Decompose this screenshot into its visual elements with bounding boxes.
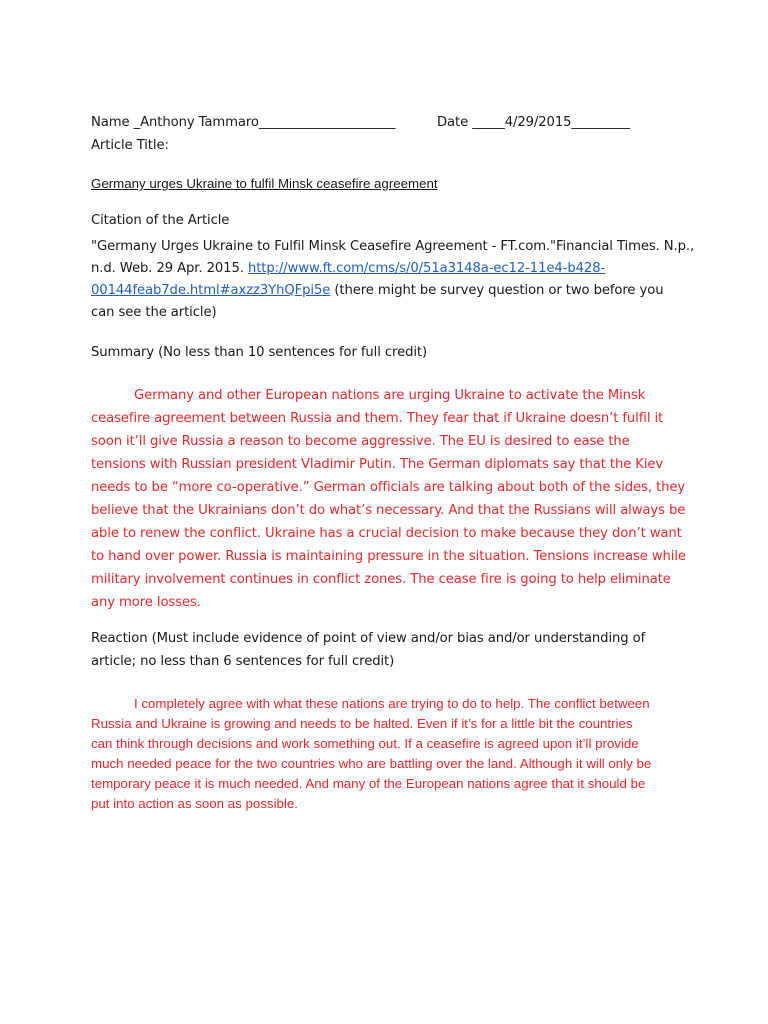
reaction-line: I completely agree with what these nations are trying to do to help. The conflict between bbox=[134, 696, 650, 711]
reaction-label: Reaction (Must include evidence of point of view and/or bias and/or understanding of bbox=[91, 631, 646, 646]
date-label: Date bbox=[437, 115, 469, 130]
reaction-line: can think through decisions and work something out. If a ceasefire is agreed upon it’ll provide bbox=[91, 736, 639, 751]
citation-text: n.d. Web. 29 Apr. 2015. bbox=[91, 261, 248, 276]
summary-line: any more losses. bbox=[91, 595, 201, 610]
citation-line bbox=[91, 280, 663, 303]
summary-line: military involvement continues in conflict zones. The cease fire is going to help eliminate bbox=[91, 572, 671, 587]
summary-line: Germany and other European nations are urging Ukraine to activate the Minsk bbox=[134, 388, 646, 403]
citation-line: can see the article) bbox=[91, 305, 217, 320]
date-value: _____4/29/2015_________ bbox=[472, 115, 630, 130]
reaction-label: article; no less than 6 sentences for full credit) bbox=[91, 654, 395, 669]
summary-line: needs to be “more co-operative.” German officials are talking about both of the sides, they bbox=[91, 480, 686, 495]
citation-line bbox=[91, 258, 605, 281]
citation-text: (there might be survey question or two before you bbox=[330, 283, 664, 298]
citation-label: Citation of the Article bbox=[91, 213, 230, 228]
summary-line: able to renew the conflict. Ukraine has a crucial decision to make because they don’t want bbox=[91, 526, 682, 541]
reaction-line: temporary peace it is much needed. And many of the European nations agree that it should be bbox=[91, 776, 646, 791]
citation-link[interactable]: 00144feab7de.html#axzz3YhQFpi5e bbox=[91, 283, 331, 298]
date-row bbox=[437, 115, 630, 130]
summary-line: to hand over power. Russia is maintaining pressure in the situation. Tensions increase while bbox=[91, 549, 686, 564]
summary-line: soon it’ll give Russia a reason to become aggressive. The EU is desired to ease the bbox=[91, 434, 630, 449]
summary-line: ceasefire agreement between Russia and them. They fear that if Ukraine doesn’t fulfil it bbox=[91, 411, 664, 426]
name-value: _Anthony Tammaro_____________________ bbox=[133, 115, 396, 130]
citation-link[interactable]: http://www.ft.com/cms/s/0/51a3148a-ec12-11e4-b428- bbox=[247, 261, 606, 276]
article-title: Germany urges Ukraine to fulfil Minsk ceasefire agreement bbox=[91, 176, 438, 191]
citation-line: "Germany Urges Ukraine to Fulfil Minsk Ceasefire Agreement - FT.com."Financial Times. N.p., bbox=[91, 239, 695, 254]
name-label: Name bbox=[91, 115, 130, 130]
reaction-line: Russia and Ukraine is growing and needs to be halted. Even if it’s for a little bit the countries bbox=[91, 716, 633, 731]
summary-line: tensions with Russian president Vladimir Putin. The German diplomats say that the Kiev bbox=[91, 457, 664, 472]
reaction-line: much needed peace for the two countries who are battling over the land. Although it will only be bbox=[91, 756, 652, 771]
summary-label: Summary (No less than 10 sentences for full credit) bbox=[91, 345, 428, 360]
reaction-line: put into action as soon as possible. bbox=[91, 796, 298, 811]
summary-line: believe that the Ukrainians don’t do what’s necessary. And that the Russians will always be bbox=[91, 503, 686, 518]
article-title-label: Article Title: bbox=[91, 138, 169, 153]
name-row bbox=[91, 115, 395, 130]
